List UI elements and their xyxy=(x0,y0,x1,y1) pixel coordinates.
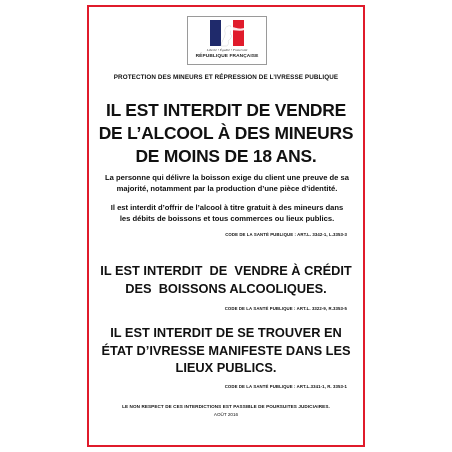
section2-title-line: DES BOISSONS ALCOOLIQUES. xyxy=(125,280,327,296)
logo-republique-francaise: RÉPUBLIQUE FRANÇAISE xyxy=(195,54,259,59)
section1-title-line: IL EST INTERDIT DE VENDRE xyxy=(105,100,347,120)
poster-header: PROTECTION DES MINEURS ET RÉPRESSION DE L’IVRESSE PUBLIQUE xyxy=(113,74,339,81)
section2-title-line: IL EST INTERDIT DE VENDRE À CRÉDIT xyxy=(100,263,352,278)
section1-paragraph-2 xyxy=(98,203,356,224)
section2-title xyxy=(89,262,363,297)
paragraph-line: Il est interdit d’offrir de l’alcool à titre gratuit à des mineurs dans xyxy=(110,203,344,212)
section3-legal-reference: CODE DE LA SANTÉ PUBLIQUE : ART.L.3341-1, R. 3353-1 xyxy=(224,384,347,389)
section3-title-line: ÉTAT D’IVRESSE MANIFESTE DANS LES xyxy=(101,342,351,358)
poster-frame xyxy=(87,5,365,447)
legal-notice: LE NON RESPECT DE CES INTERDICTIONS EST PASSIBLE DE POURSUITES JUDICIAIRES. xyxy=(122,404,330,409)
paragraph-line: majorité, notamment par la production d’une pièce d’identité. xyxy=(116,183,338,193)
section2-legal-reference: CODE DE LA SANTÉ PUBLIQUE : ART.L. 3322-9, R.3353-5 xyxy=(224,306,347,311)
section1-title xyxy=(89,99,363,168)
logo-motto: Liberté • Égalité • Fraternité xyxy=(206,48,248,52)
publication-date: AOÛT 2016 xyxy=(213,412,239,417)
section3-title-line: IL EST INTERDIT DE SE TROUVER EN xyxy=(110,325,342,340)
section1-title-line: DE MOINS DE 18 ANS. xyxy=(135,146,317,166)
section3-title-line: LIEUX PUBLICS. xyxy=(175,360,277,375)
marianne-flag-icon xyxy=(188,17,266,47)
section1-legal-reference: CODE DE LA SANTÉ PUBLIQUE : ART.L. 3342-1, L.3353-3 xyxy=(225,232,347,237)
section1-paragraph-1 xyxy=(98,173,356,194)
section3-title xyxy=(89,324,363,377)
paragraph-line: La personne qui délivre la boisson exige du client une preuve de sa xyxy=(105,173,349,182)
section1-title-line: DE L’ALCOOL À DES MINEURS xyxy=(98,123,354,143)
paragraph-line: les débits de boissons et tous commerces ou lieux publics. xyxy=(119,213,335,223)
republique-francaise-logo xyxy=(187,16,267,65)
